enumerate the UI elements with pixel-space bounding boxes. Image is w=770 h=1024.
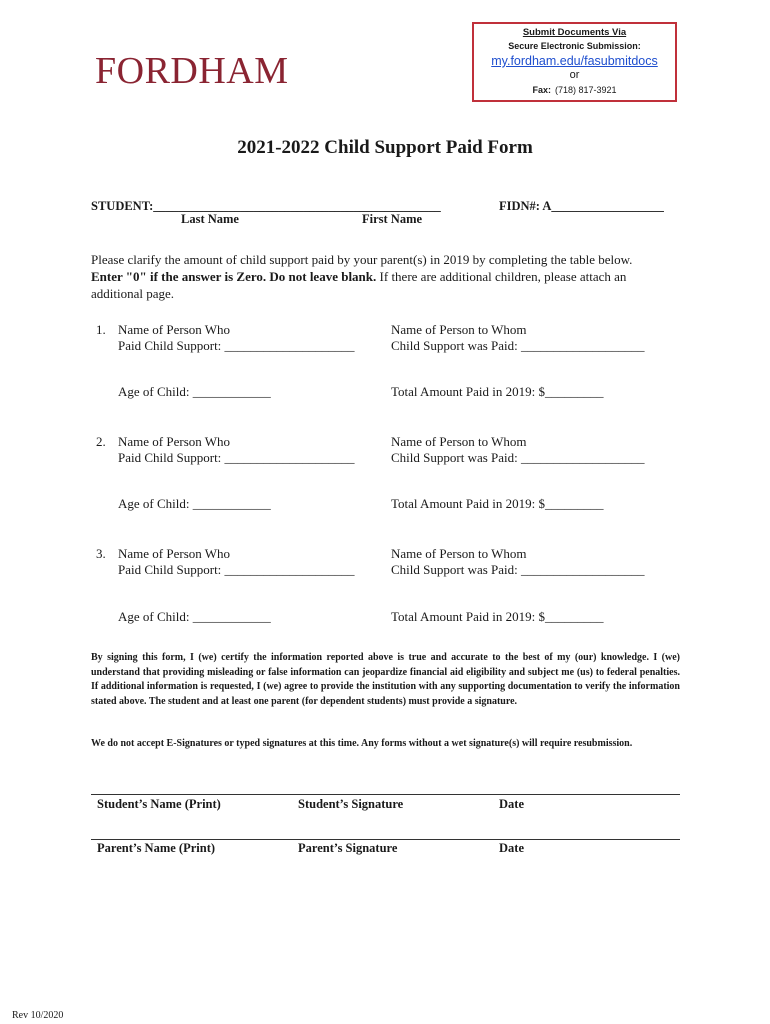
entry-1-payee-label: Name of Person to Whom [391,322,527,337]
entry-2-number: 2. [96,434,106,449]
parent-name-print-label: Parent’s Name (Print) [97,841,216,855]
submit-docs-link[interactable]: my.fordham.edu/fasubmitdocs [491,54,658,68]
parent-date-label: Date [499,841,524,855]
instructions-rest: If there are additional children, please attach an [376,269,627,284]
entry-3-payee-label: Name of Person to Whom [391,546,527,561]
fidn-field[interactable]: FIDN#: A__________________ [499,199,664,213]
entry-3-payer-label: Name of Person Who [118,546,231,561]
parent-signature-rule [91,839,680,840]
entry-1-number: 1. [96,322,106,337]
entry-1-total-field[interactable]: Total Amount Paid in 2019: $_________ [391,384,604,399]
page-title: 2021-2022 Child Support Paid Form [237,137,533,158]
entry-3-age-field[interactable]: Age of Child: ____________ [118,609,271,624]
instructions-line-3: additional page. [91,286,175,301]
entry-1-payer-field[interactable]: Paid Child Support: ____________________ [118,338,355,353]
esignature-notice: We do not accept E-Signatures or typed signatures at this time. Any forms without a wet signature(s) will require resubmission. [91,738,633,749]
entry-3-payee-field[interactable]: Child Support was Paid: ___________________ [391,562,645,577]
entry-2-payer-field[interactable]: Paid Child Support: ____________________ [118,450,355,465]
entry-2-payer-label: Name of Person Who [118,434,231,449]
student-date-label: Date [499,797,524,811]
student-signature-rule [91,794,680,795]
student-signature-label: Student’s Signature [298,797,404,811]
fax-label: Fax: [532,85,551,95]
submit-box-or: or [569,69,580,81]
fax-line [474,85,675,95]
entry-2-total-field[interactable]: Total Amount Paid in 2019: $_________ [391,496,604,511]
entry-2-payee-field[interactable]: Child Support was Paid: ___________________ [391,450,645,465]
instructions [91,251,681,302]
entry-1-age-field[interactable]: Age of Child: ____________ [118,384,271,399]
parent-signature-label: Parent’s Signature [298,841,398,855]
entry-1-payer-label: Name of Person Who [118,322,231,337]
first-name-label: First Name [362,212,423,226]
student-name-print-label: Student’s Name (Print) [97,797,221,811]
last-name-label: Last Name [181,212,239,226]
instructions-bold: Enter "0" if the answer is Zero. Do not leave blank. [91,269,377,284]
revision-footer: Rev 10/2020 [12,1010,64,1021]
entry-1-payee-field[interactable]: Child Support was Paid: ___________________ [391,338,645,353]
student-name-field[interactable]: STUDENT:______________________________________________ [91,199,441,213]
submit-box-subheading: Secure Electronic Submission: [508,41,641,51]
entry-3-total-field[interactable]: Total Amount Paid in 2019: $_________ [391,609,604,624]
submit-box-heading: Submit Documents Via [522,27,627,38]
instructions-line-2 [91,268,681,285]
entry-2-payee-label: Name of Person to Whom [391,434,527,449]
fordham-logo: FORDHAM [95,50,289,92]
submit-documents-box [472,22,677,102]
entry-2-age-field[interactable]: Age of Child: ____________ [118,496,271,511]
instructions-line-1: Please clarify the amount of child support paid by your parent(s) in 2019 by completing the table below. [91,252,633,267]
certification-text: By signing this form, I (we) certify the information reported above is true and accurate to the best of my (our) knowledge. I (we) understand that providing misleading or false information can jeopardize financial aid eligibility and subject me (us) to federal penalties. If additional information is requested, I (we) agree to provide the institution with any supporting documentation to verify the information stated above. The student and at least one parent (for dependent students) must provide a signature. [91,652,680,707]
entry-3-number: 3. [96,546,106,561]
fax-number: (718) 817-3921 [554,85,617,95]
entry-3-payer-field[interactable]: Paid Child Support: ____________________ [118,562,355,577]
